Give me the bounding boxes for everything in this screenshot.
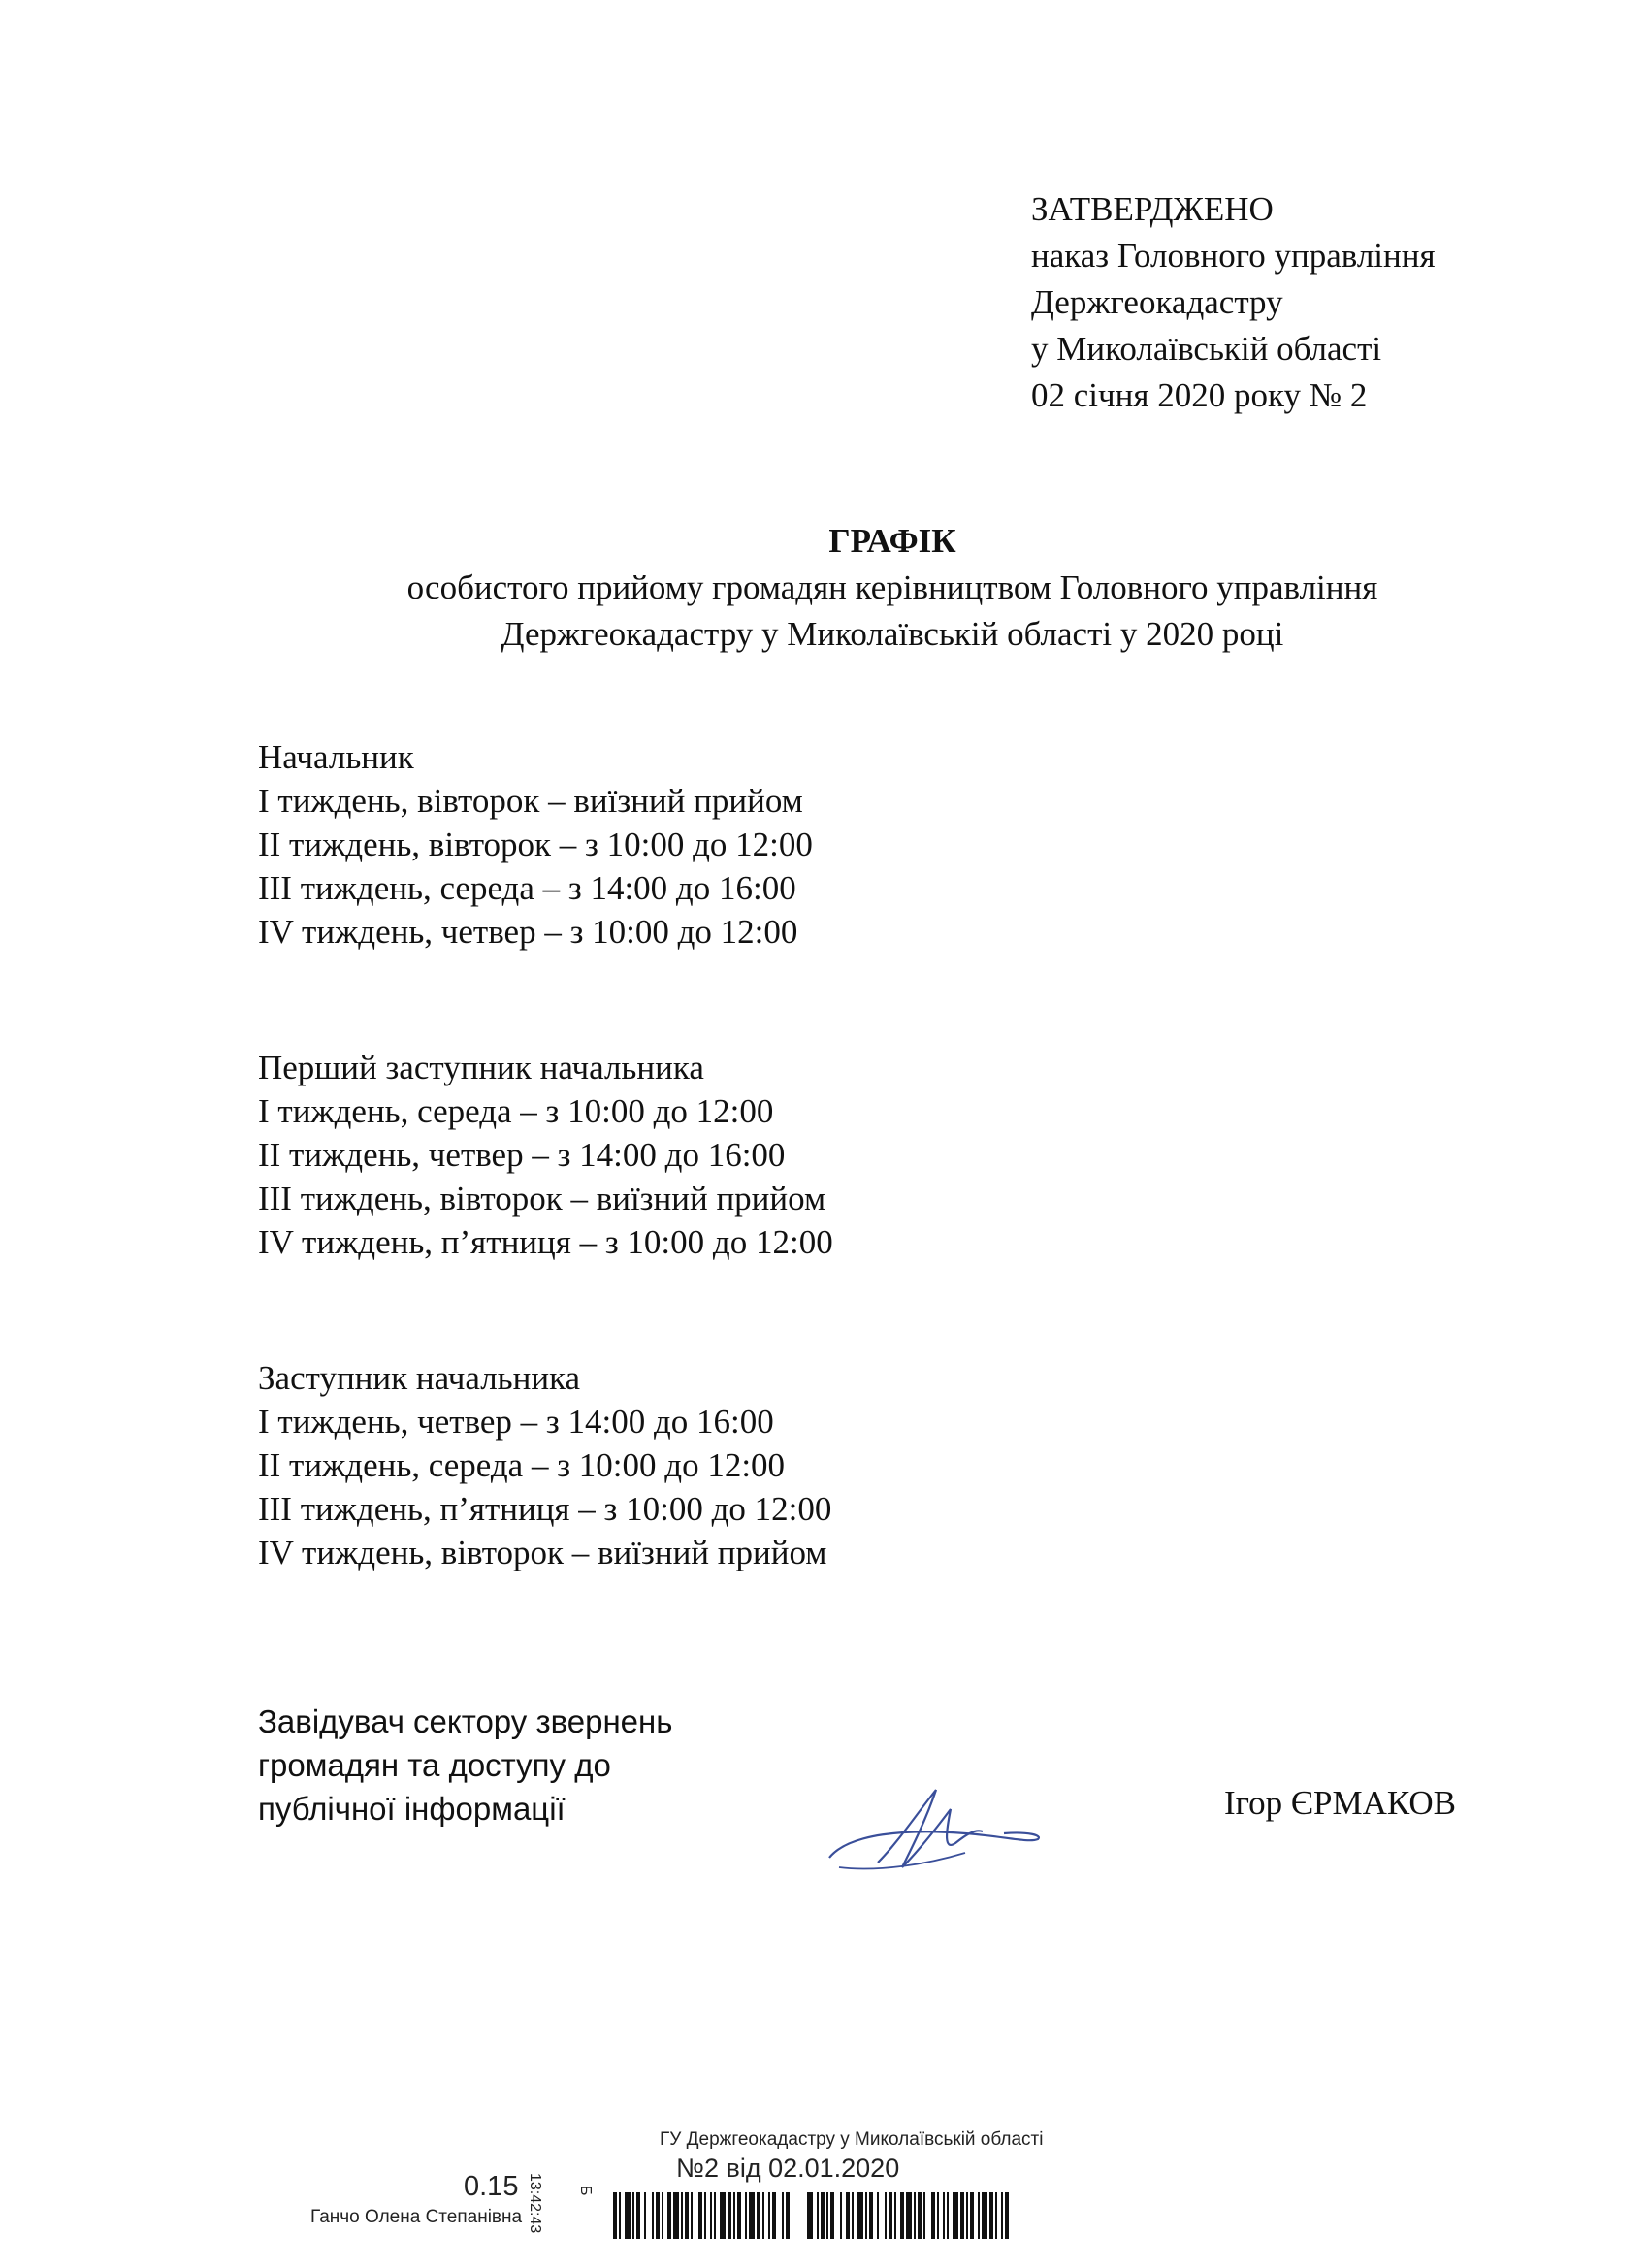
barcode-bar [667, 2192, 671, 2239]
schedule-row: І тиждень, середа – з 10:00 до 12:00 [258, 1092, 774, 1130]
barcode-bar [989, 2192, 993, 2239]
barcode-bar [889, 2192, 892, 2239]
schedule-section-deputy [258, 1356, 831, 1574]
barcode-bar [807, 2192, 813, 2239]
barcode-bar [613, 2192, 617, 2239]
signer-position-line: громадян та доступу до [258, 1747, 611, 1783]
barcode-bar [625, 2192, 630, 2239]
barcode-bar [953, 2192, 958, 2239]
barcode-bar [982, 2192, 987, 2239]
barcode-bar [710, 2192, 712, 2239]
barcode-bar [733, 2192, 735, 2239]
barcode-bar [846, 2192, 850, 2239]
barcode-bar [918, 2192, 922, 2239]
barcode-bar [970, 2192, 974, 2239]
barcode-bar [632, 2192, 634, 2239]
barcode-bar [817, 2192, 819, 2239]
barcode-bar [894, 2192, 896, 2239]
signer-position-line: публічної інформації [258, 1791, 566, 1827]
schedule-row: ІІІ тиждень, вівторок – виїзний прийом [258, 1180, 826, 1217]
barcode-bar [978, 2192, 980, 2239]
barcode-bar [662, 2192, 663, 2239]
subtitle-line: особистого прийому громадян керівництвом Головного управління [406, 568, 1378, 606]
barcode-bar [745, 2192, 747, 2239]
barcode-bar [852, 2192, 854, 2239]
barcode-bar [877, 2192, 879, 2239]
barcode-bar [821, 2192, 824, 2239]
barcode-bar [943, 2192, 945, 2239]
signer-name: Ігор ЄРМАКОВ [1224, 1784, 1456, 1822]
schedule-row: ІІІ тиждень, п’ятниця – з 10:00 до 12:00 [258, 1490, 832, 1528]
schedule-row: ІV тиждень, п’ятниця – з 10:00 до 12:00 [258, 1223, 833, 1261]
schedule-section-head [258, 735, 813, 954]
barcode-bar [698, 2192, 702, 2239]
barcode-bar [840, 2192, 842, 2239]
barcode-bar [704, 2192, 706, 2239]
registration-number: №2 від 02.01.2020 [676, 2154, 900, 2183]
schedule-row: ІІІ тиждень, середа – з 14:00 до 16:00 [258, 869, 796, 907]
barcode-bar [966, 2192, 968, 2239]
barcode-bar [1005, 2192, 1009, 2239]
barcode-bar [619, 2192, 621, 2239]
approval-stamp [1031, 186, 1436, 419]
registration-letter: Б [577, 2186, 594, 2196]
document-title [0, 518, 1649, 658]
page-title: ГРАФІК [828, 522, 956, 560]
handwritten-signature [820, 1775, 1052, 1882]
barcode-bar [644, 2192, 646, 2239]
barcode-bar [826, 2192, 828, 2239]
section-heading: Перший заступник начальника [258, 1049, 704, 1086]
subtitle-line: Держгеокадастру у Миколаївській області у 2020 році [501, 615, 1284, 653]
schedule-row: ІV тиждень, четвер – з 10:00 до 12:00 [258, 913, 798, 951]
barcode-bar [762, 2192, 764, 2239]
barcode-icon [613, 2192, 1011, 2239]
barcode-bar [937, 2192, 939, 2239]
approval-line: наказ Головного управління [1031, 237, 1436, 275]
barcode-bar [900, 2192, 904, 2239]
approval-line: Держгеокадастру [1031, 283, 1283, 321]
barcode-bar [656, 2192, 660, 2239]
barcode-bar [830, 2192, 834, 2239]
approval-line: 02 січня 2020 року № 2 [1031, 376, 1368, 414]
barcode-bar [714, 2192, 716, 2239]
barcode-bar [768, 2192, 770, 2239]
registration-organization: ГУ Держгеокадастру у Миколаївській області [660, 2129, 1044, 2150]
section-heading: Начальник [258, 738, 414, 776]
schedule-row: І тиждень, четвер – з 14:00 до 16:00 [258, 1403, 774, 1441]
barcode-bar [869, 2192, 873, 2239]
barcode-bar [757, 2192, 760, 2239]
barcode-bar [681, 2192, 683, 2239]
barcode-bar [737, 2192, 741, 2239]
barcode-bar [865, 2192, 867, 2239]
schedule-row: ІІ тиждень, четвер – з 14:00 до 16:00 [258, 1136, 786, 1174]
barcode-bar [772, 2192, 776, 2239]
schedule-section-first-deputy [258, 1046, 833, 1264]
barcode-bar [923, 2192, 925, 2239]
barcode-bar [652, 2192, 654, 2239]
approval-line: ЗАТВЕРДЖЕНО [1031, 190, 1274, 228]
barcode-bar [720, 2192, 726, 2239]
signer-position [258, 1700, 672, 1831]
barcode-bar [857, 2192, 863, 2239]
barcode-bar [885, 2192, 887, 2239]
signer-position-line: Завідувач сектору звернень [258, 1703, 673, 1739]
approval-line: у Миколаївській області [1031, 330, 1382, 368]
barcode-bar [685, 2192, 689, 2239]
registration-time: 13:42:43 [527, 2173, 543, 2234]
barcode-bar [786, 2192, 790, 2239]
registration-quantity: 0.15 [464, 2171, 519, 2202]
barcode-bar [960, 2192, 964, 2239]
section-heading: Заступник начальника [258, 1359, 581, 1397]
barcode-bar [782, 2192, 784, 2239]
schedule-row: ІІ тиждень, середа – з 10:00 до 12:00 [258, 1446, 786, 1484]
barcode-bar [728, 2192, 731, 2239]
barcode-bar [931, 2192, 935, 2239]
barcode-bar [947, 2192, 949, 2239]
registration-person: Ганчо Олена Степанівна [310, 2207, 523, 2227]
barcode-bar [1001, 2192, 1003, 2239]
schedule-row: ІV тиждень, вівторок – виїзний прийом [258, 1534, 827, 1571]
barcode-bar [673, 2192, 679, 2239]
barcode-bar [691, 2192, 693, 2239]
barcode-bar [906, 2192, 912, 2239]
schedule-row: ІІ тиждень, вівторок – з 10:00 до 12:00 [258, 826, 813, 863]
barcode-bar [636, 2192, 640, 2239]
barcode-bar [914, 2192, 916, 2239]
barcode-bar [995, 2192, 997, 2239]
schedule-row: І тиждень, вівторок – виїзний прийом [258, 782, 803, 820]
barcode-bar [749, 2192, 755, 2239]
